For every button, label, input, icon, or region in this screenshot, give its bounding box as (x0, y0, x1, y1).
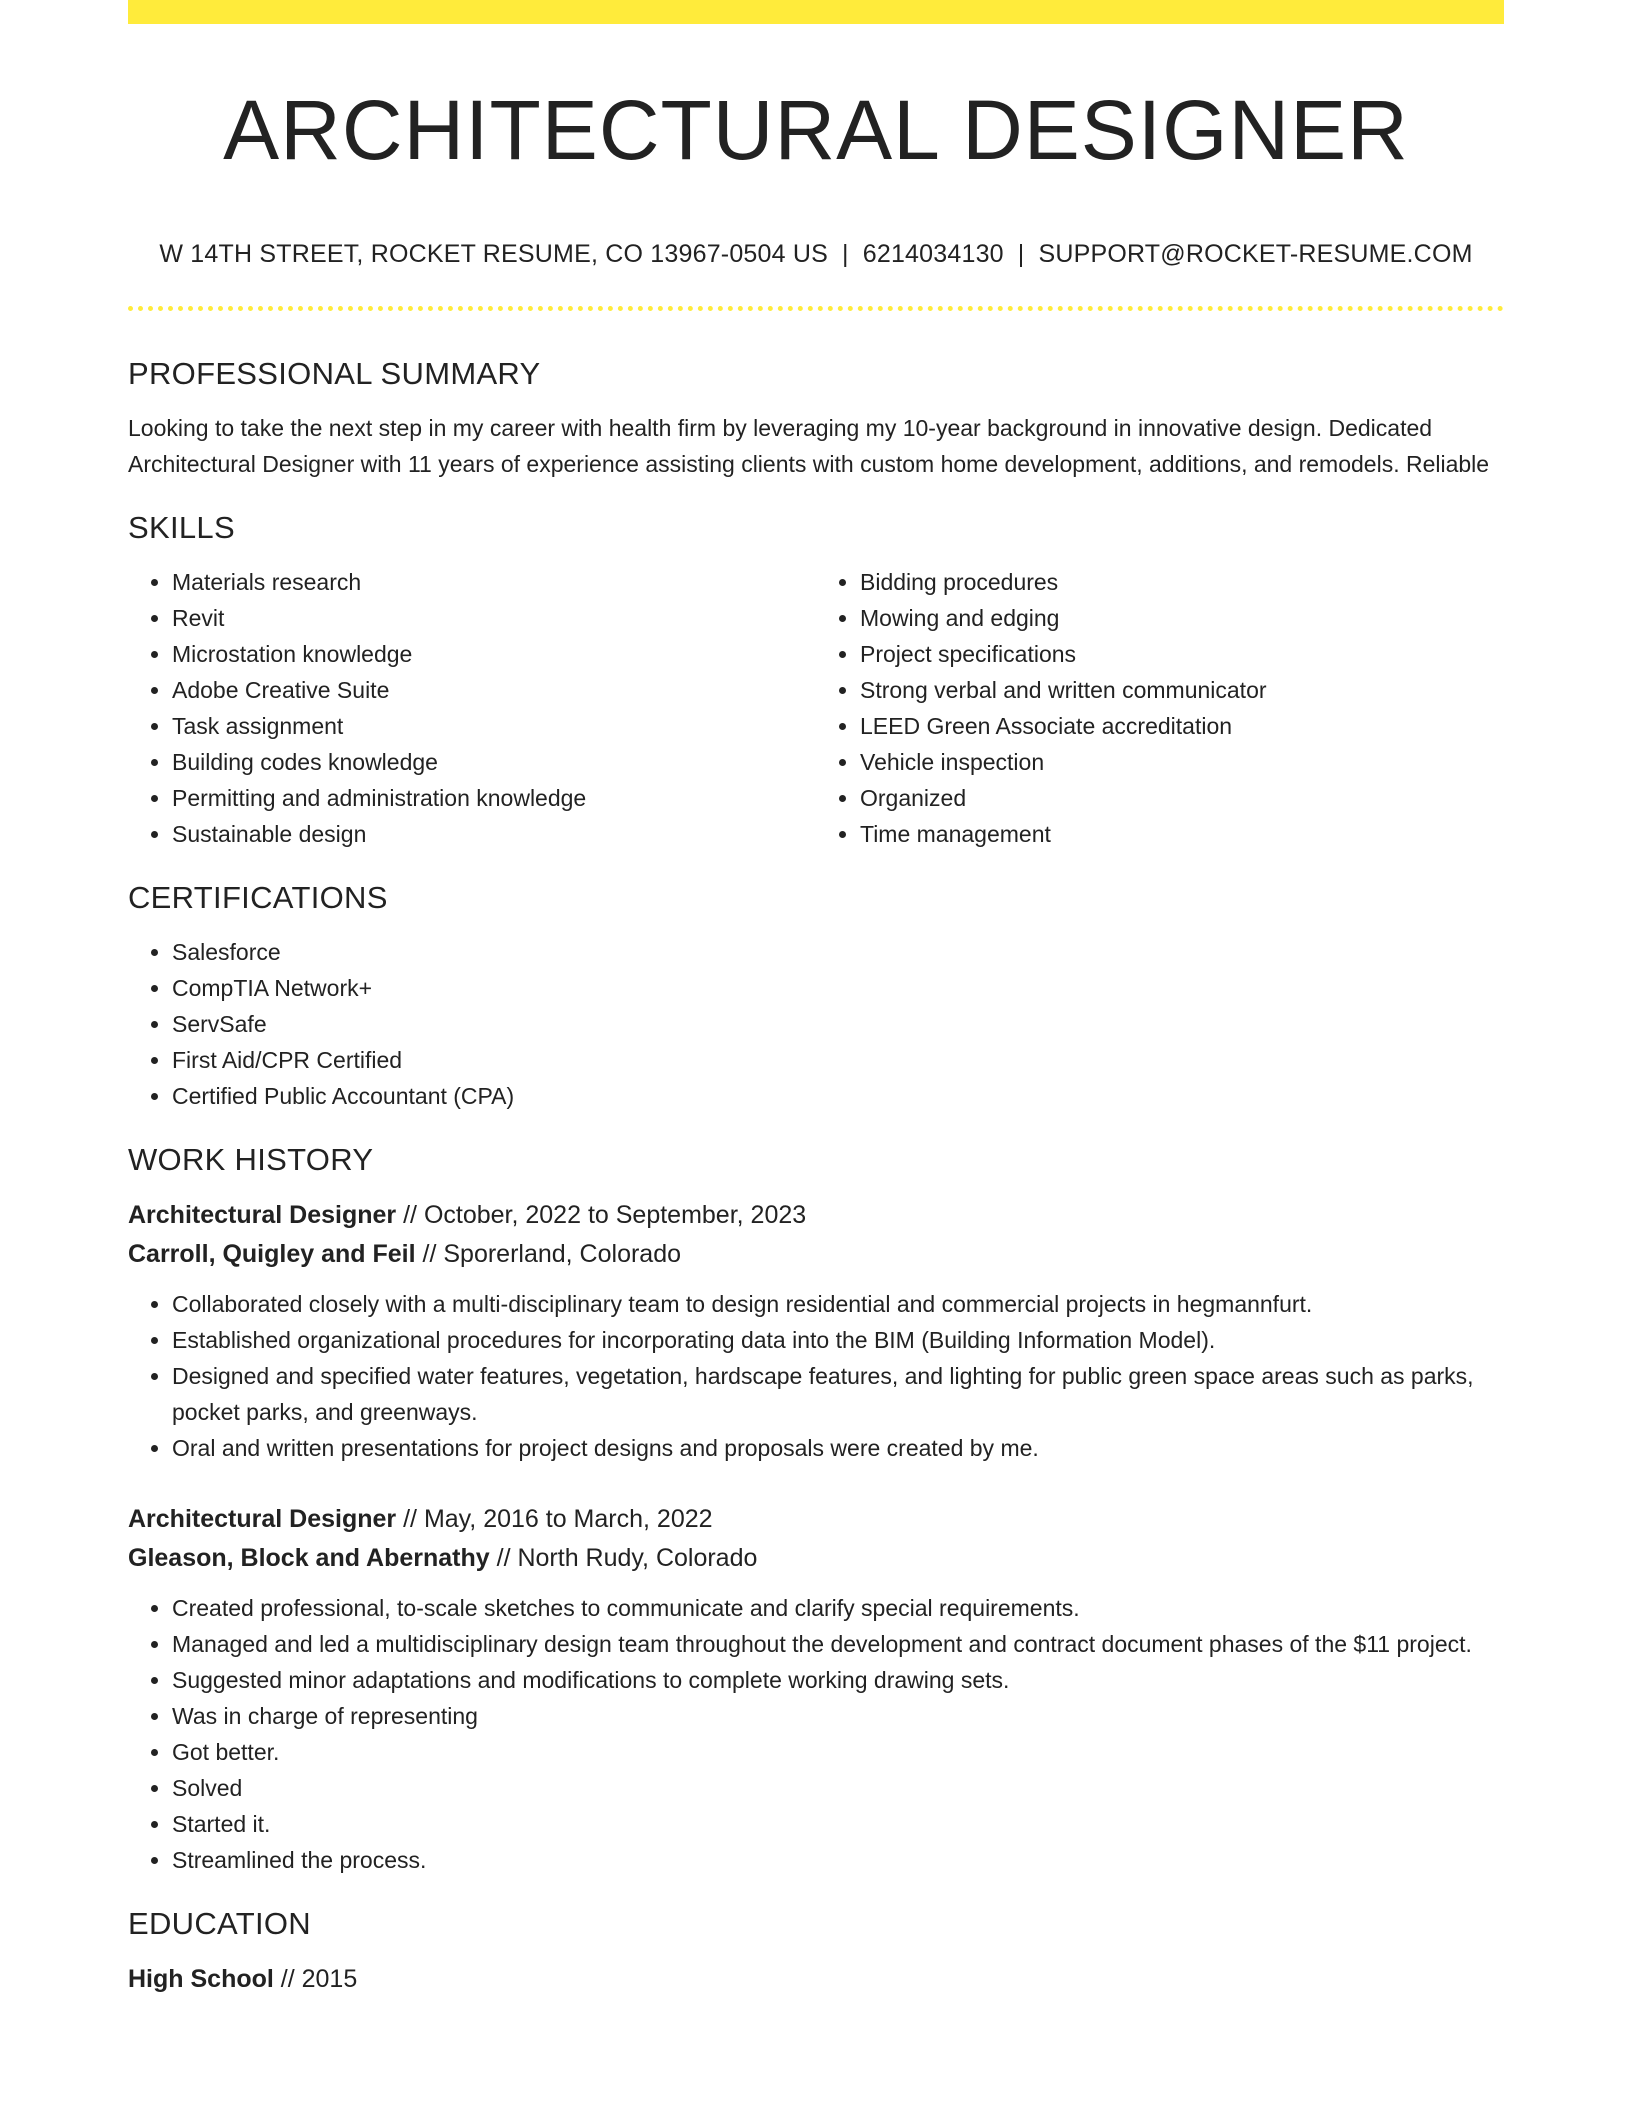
education-year: 2015 (301, 1965, 358, 1993)
skill-item: • Task assignment (172, 708, 816, 744)
accent-bar (128, 0, 1504, 24)
contact-separator: | (842, 240, 849, 268)
job-dates: May, 2016 to March, 2022 (423, 1505, 713, 1533)
job-company: Gleason, Block and Abernathy (128, 1544, 490, 1572)
skill-item: • Strong verbal and written communicator (860, 672, 1504, 708)
job-company-line: Carroll, Quigley and Feil // Sporerland, Colorado (128, 1240, 682, 1268)
contact-address: W 14TH STREET, ROCKET RESUME, CO 13967-0504 US (159, 240, 829, 268)
education-section (128, 1902, 1504, 1999)
skill-item: • Vehicle inspection (860, 744, 1504, 780)
job-bullet: • Designed and specified water features, vegetation, hardscape features, and lighting for public green space areas such as parks, pocket parks, and greenways. (172, 1358, 1504, 1430)
job-company-line: Gleason, Block and Abernathy // North Rudy, Colorado (128, 1544, 758, 1572)
certifications-list (128, 934, 1504, 1114)
skills-list-left (128, 564, 816, 852)
skill-item: • Project specifications (860, 636, 1504, 672)
job-title-line: Architectural Designer // October, 2022 to September, 2023 (128, 1201, 807, 1229)
job-bullets (128, 1286, 1504, 1466)
summary-section (128, 352, 1504, 482)
job-bullet: • Collaborated closely with a multi-disciplinary team to design residential and commercial projects in hegmannfurt. (172, 1286, 1504, 1322)
job-bullet: • Started it. (172, 1806, 1504, 1842)
resume-name: ARCHITECTURAL DESIGNER (223, 83, 1409, 177)
skills-heading: SKILLS (128, 510, 235, 545)
job-title-line: Architectural Designer // May, 2016 to March, 2022 (128, 1505, 713, 1533)
skill-item: • LEED Green Associate accreditation (860, 708, 1504, 744)
job-bullet: • Suggested minor adaptations and modifications to complete working drawing sets. (172, 1662, 1504, 1698)
contact-line (128, 236, 1504, 272)
certification-item: • Salesforce (172, 934, 1504, 970)
job-entry (128, 1500, 1504, 1878)
skill-item: • Time management (860, 816, 1504, 852)
job-bullet: • Managed and led a multidisciplinary design team throughout the development and contract document phases of the $11 project. (172, 1626, 1504, 1662)
skills-section (128, 506, 1504, 852)
summary-heading: PROFESSIONAL SUMMARY (128, 356, 541, 391)
job-entry (128, 1196, 1504, 1466)
job-title: Architectural Designer (128, 1201, 397, 1229)
skill-item: • Building codes knowledge (172, 744, 816, 780)
job-bullet: • Oral and written presentations for project designs and proposals were created by me. (172, 1430, 1504, 1466)
skill-item: • Adobe Creative Suite (172, 672, 816, 708)
skill-item: • Microstation knowledge (172, 636, 816, 672)
summary-text: Looking to take the next step in my career with health firm by leveraging my 10-year background in innovative design. Dedicated Architectural Designer with 11 years of experience assisting clients with custom home development, additions, and remodels. Reliable (128, 415, 1490, 477)
education-degree: High School (128, 1965, 274, 1993)
certification-item: • ServSafe (172, 1006, 1504, 1042)
skill-item: • Materials research (172, 564, 816, 600)
skill-item: • Permitting and administration knowledge (172, 780, 816, 816)
job-bullet: • Solved (172, 1770, 1504, 1806)
job-location: North Rudy, Colorado (517, 1544, 758, 1572)
contact-phone: 6214034130 (862, 240, 1004, 268)
certifications-section (128, 876, 1504, 1114)
job-bullet: • Was in charge of representing (172, 1698, 1504, 1734)
dotted-divider (128, 306, 1504, 311)
job-bullet: • Got better. (172, 1734, 1504, 1770)
certification-item: • Certified Public Accountant (CPA) (172, 1078, 1504, 1114)
job-bullet: • Streamlined the process. (172, 1842, 1504, 1878)
skill-item: • Revit (172, 600, 816, 636)
job-dates: October, 2022 to September, 2023 (423, 1201, 807, 1229)
work-history-section (128, 1138, 1504, 1878)
skills-columns (128, 564, 1504, 852)
job-location: Sporerland, Colorado (443, 1240, 682, 1268)
job-company: Carroll, Quigley and Feil (128, 1240, 416, 1268)
contact-email: SUPPORT@ROCKET-RESUME.COM (1038, 240, 1473, 268)
resume-content (128, 352, 1504, 2023)
contact-separator: | (1017, 240, 1025, 268)
certification-item: • CompTIA Network+ (172, 970, 1504, 1006)
education-entry: High School // 2015 (128, 1965, 358, 1993)
skill-item: • Mowing and edging (860, 600, 1504, 636)
education-heading: EDUCATION (128, 1906, 311, 1941)
job-bullet: • Created professional, to-scale sketches to communicate and clarify special requirements. (172, 1590, 1504, 1626)
job-bullet: • Established organizational procedures for incorporating data into the BIM (Building Information Model). (172, 1322, 1504, 1358)
skill-item: • Organized (860, 780, 1504, 816)
skill-item: • Bidding procedures (860, 564, 1504, 600)
work-history-heading: WORK HISTORY (128, 1142, 374, 1177)
certifications-heading: CERTIFICATIONS (128, 880, 388, 915)
skill-item: • Sustainable design (172, 816, 816, 852)
job-bullets (128, 1590, 1504, 1878)
skills-list-right (816, 564, 1504, 852)
job-title: Architectural Designer (128, 1505, 397, 1533)
certification-item: • First Aid/CPR Certified (172, 1042, 1504, 1078)
